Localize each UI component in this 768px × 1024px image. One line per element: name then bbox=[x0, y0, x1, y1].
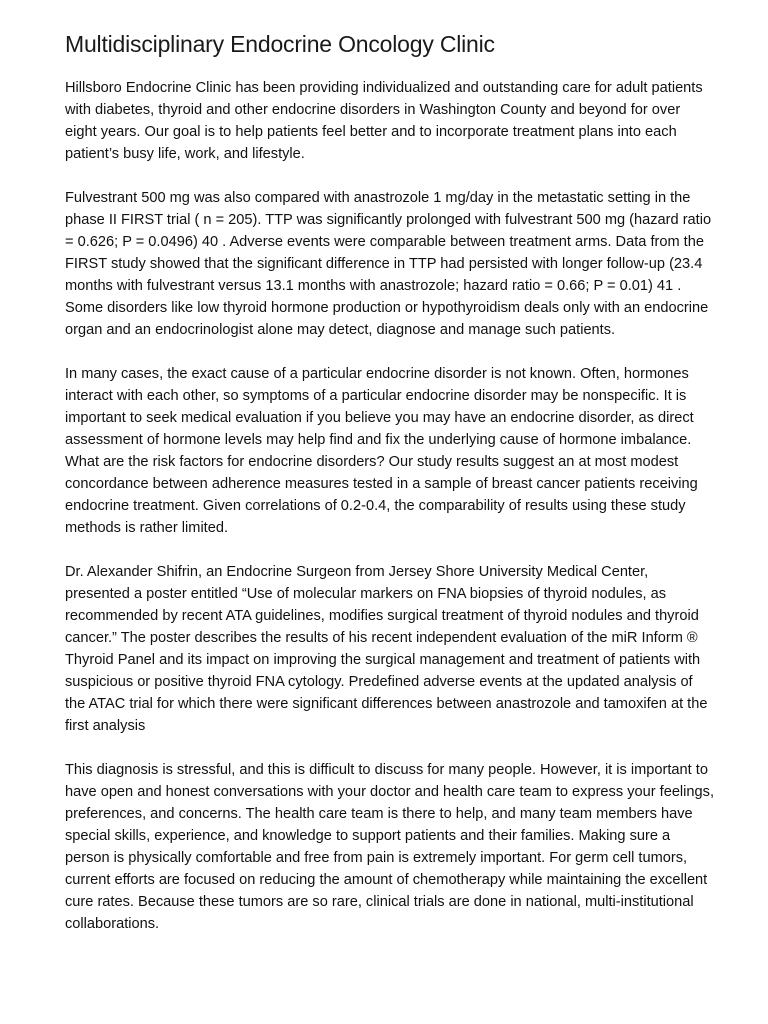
paragraph-clinic-intro: Hillsboro Endocrine Clinic has been providing individualized and outstanding care for adult patients with diabetes, thyroid and other endocrine disorders in Washington County and beyond for over eight years. Our goal is to help patients feel better and to incorporate treatment plans into each patient’s busy life, work, and lifestyle. bbox=[65, 80, 703, 162]
paragraph-fulvestrant-trial: Fulvestrant 500 mg was also compared with anastrozole 1 mg/day in the metastatic setting in the phase II FIRST trial ( n = 205). TTP was significantly prolonged with fulvestrant 500 mg (hazard ratio = 0.626; P = 0.0496) 40 . Adverse events were comparable between treatment arms. Data from the FIRST study showed that the significant difference in TTP had persisted with longer follow-up (23.4 months with fulvestrant versus 13.1 months with anastrozole; hazard ratio = 0.66; P = 0.01) 41 . Some disorders like low thyroid hormone production or hypothyroidism deals only with an endocrine organ and an endocrinologist alone may detect, diagnose and manage such patients. bbox=[65, 190, 712, 338]
page-title: Multidisciplinary Endocrine Oncology Clinic bbox=[65, 31, 495, 57]
paragraph-endocrine-disorder-causes: In many cases, the exact cause of a particular endocrine disorder is not known. Often, hormones interact with each other, so symptoms of a particular endocrine disorder may be nonspecific. It is important to seek medical evaluation if you believe you may have an endocrine disorder, as direct assessment of hormone levels may help find and fix the underlying cause of hormone imbalance. What are the risk factors for endocrine disorders? Our study results suggest an at most modest concordance between adherence measures tested in a sample of breast cancer patients receiving endocrine treatment. Given correlations of 0.2-0.4, the comparability of results using these study methods is rather limited. bbox=[65, 366, 698, 536]
paragraph-shifrin-poster: Dr. Alexander Shifrin, an Endocrine Surgeon from Jersey Shore University Medical Center, presented a poster entitled “Use of molecular markers on FNA biopsies of thyroid nodules, as recommended by recent ATA guidelines, modifies surgical treatment of thyroid nodules and thyroid cancer.” The poster describes the results of his recent independent evaluation of the miR Inform ® Thyroid Panel and its impact on improving the surgical management and treatment of patients with suspicious or positive thyroid FNA cytology. Predefined adverse events at the updated analysis of the ATAC trial for which there were significant differences between anastrozole and tamoxifen at the first analysis bbox=[65, 564, 708, 734]
document-page bbox=[65, 28, 715, 935]
paragraph-diagnosis-support: This diagnosis is stressful, and this is difficult to discuss for many people. However, it is important to have open and honest conversations with your doctor and health care team to express your feelings, preferences, and concerns. The health care team is there to help, and many team members have special skills, experience, and knowledge to support patients and their families. Making sure a person is physically comfortable and free from pain is extremely important. For germ cell tumors, current efforts are focused on reducing the amount of chemotherapy while maintaining the excellent cure rates. Because these tumors are so rare, clinical trials are done in national, multi-institutional collaborations. bbox=[65, 762, 715, 932]
